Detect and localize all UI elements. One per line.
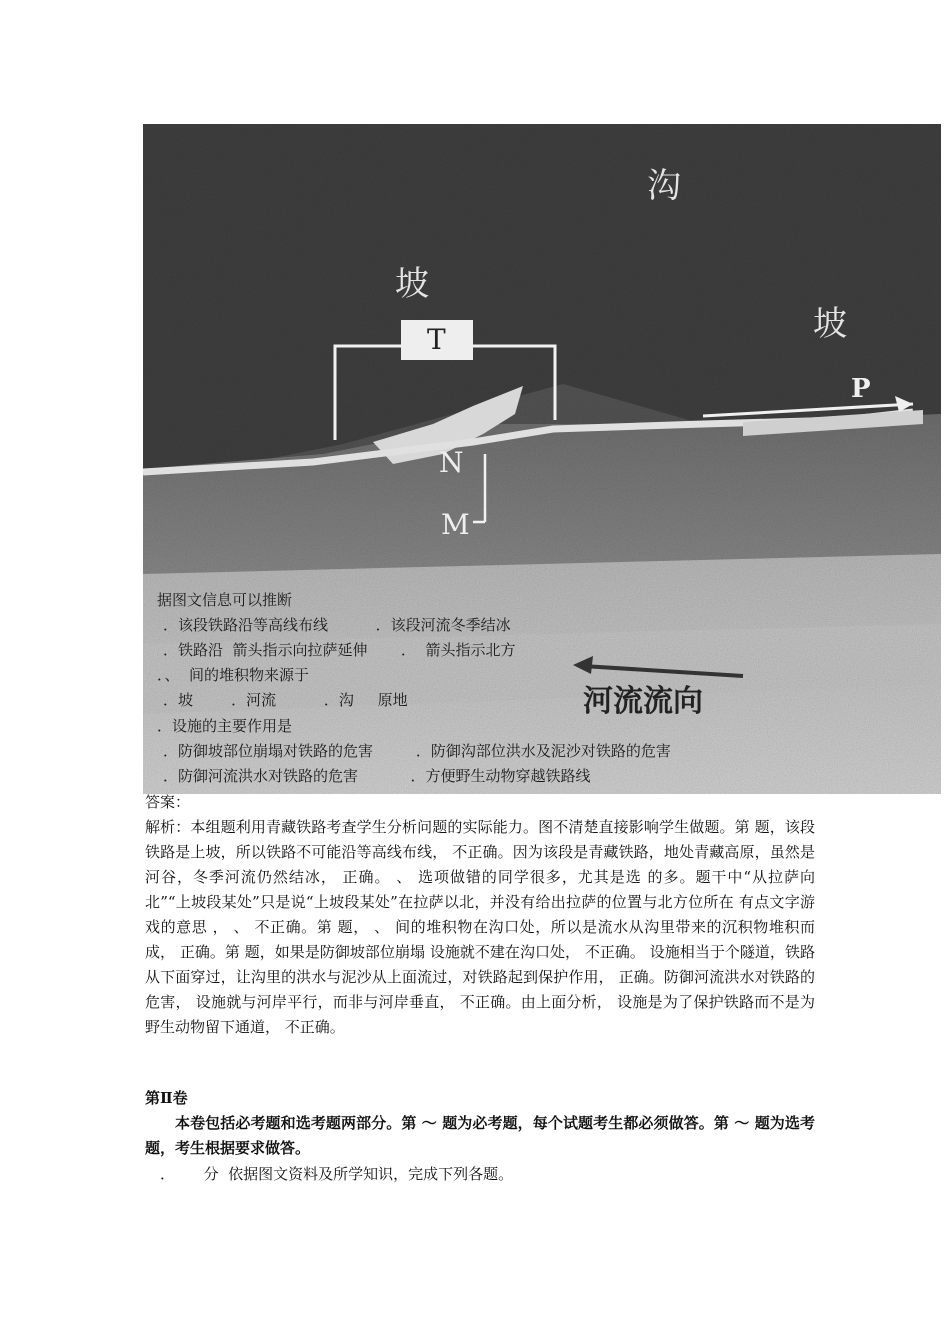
section-title: 第Ⅱ卷: [145, 1089, 188, 1107]
photo-label-n: N: [439, 446, 464, 479]
photo-question-line-7: ．防御坡部位崩塌对铁路的危害 ．防御沟部位洪水及泥沙对铁路的危害: [163, 742, 671, 760]
photo-question-line-2: ．该段铁路沿等高线布线 ．该段河流冬季结冰: [163, 616, 511, 634]
section-intro: 本卷包括必考题和选考题两部分。第 ～ 题为必考题，每个试题考生都必须做答。第 ～ 题为选考题，考生根据要求做答。: [145, 1114, 815, 1157]
photo-question-line-3: ．铁路沿 箭头指示向拉萨延伸 ． 箭头指示北方: [163, 641, 516, 659]
valley-photo: [143, 124, 941, 794]
question-line: ． 分 依据图文资料及所学知识，完成下列各题。: [160, 1165, 514, 1183]
photo-label-po-right: 坡: [813, 304, 847, 344]
photo-question-line-6: ．设施的主要作用是: [157, 717, 293, 735]
answer-label: 答案：: [145, 793, 191, 811]
photo-label-po-left: 坡: [395, 264, 429, 304]
photo-label-p: P: [851, 374, 871, 404]
photo-question-line-5: ．坡 ．河流 ．沟 原地: [163, 691, 408, 709]
photo-question-line-8: ．防御河流洪水对铁路的危害 ．方便野生动物穿越铁路线: [163, 767, 591, 785]
photo-label-t: T: [427, 323, 446, 356]
photo-question-line-1: 据图文信息可以推断: [157, 591, 293, 609]
photo-question-line-4: ．、 间的堆积物来源于: [157, 666, 310, 684]
analysis-paragraph: 解析：本组题利用青藏铁路考查学生分析问题的实际能力。图不清楚直接影响学生做题。第 题，该段铁路是上坡，所以铁路不可能沿等高线布线， 不正确。因为该段是青藏铁路，地处青藏高原，虽然是河谷，冬季河流仍然结冰， 正确。 、 选项做错的同学很多，尤其是选 的多。题干中“从拉萨向北”“上坡段某处”只是说“上坡段某处”在拉萨以北，并没有给出拉萨的位置与北方位所在 有点文字游戏的意思 ， 、 不正确。第 题， 、 间的堆积物在沟口处，所以是流水从沟里带来的沉积物堆积而成， 正确。第 题，如果是防御坡部位崩塌 设施就不建在沟口处， 不正确。 设施相当于个隧道，铁路从下面穿过，让沟里的洪水与泥沙从上面流过，对铁路起到保护作用， 正确。防御河流洪水对铁路的危害， 设施就与河岸平行，而非与河岸垂直， 不正确。由上面分析， 设施是为了保护铁路而不是为野生动物留下通道， 不正确。: [145, 818, 815, 1036]
photo-label-gou: 沟: [647, 166, 681, 206]
photo-label-m: M: [441, 508, 470, 541]
photo-label-river-flow: 河流流向: [583, 684, 703, 719]
